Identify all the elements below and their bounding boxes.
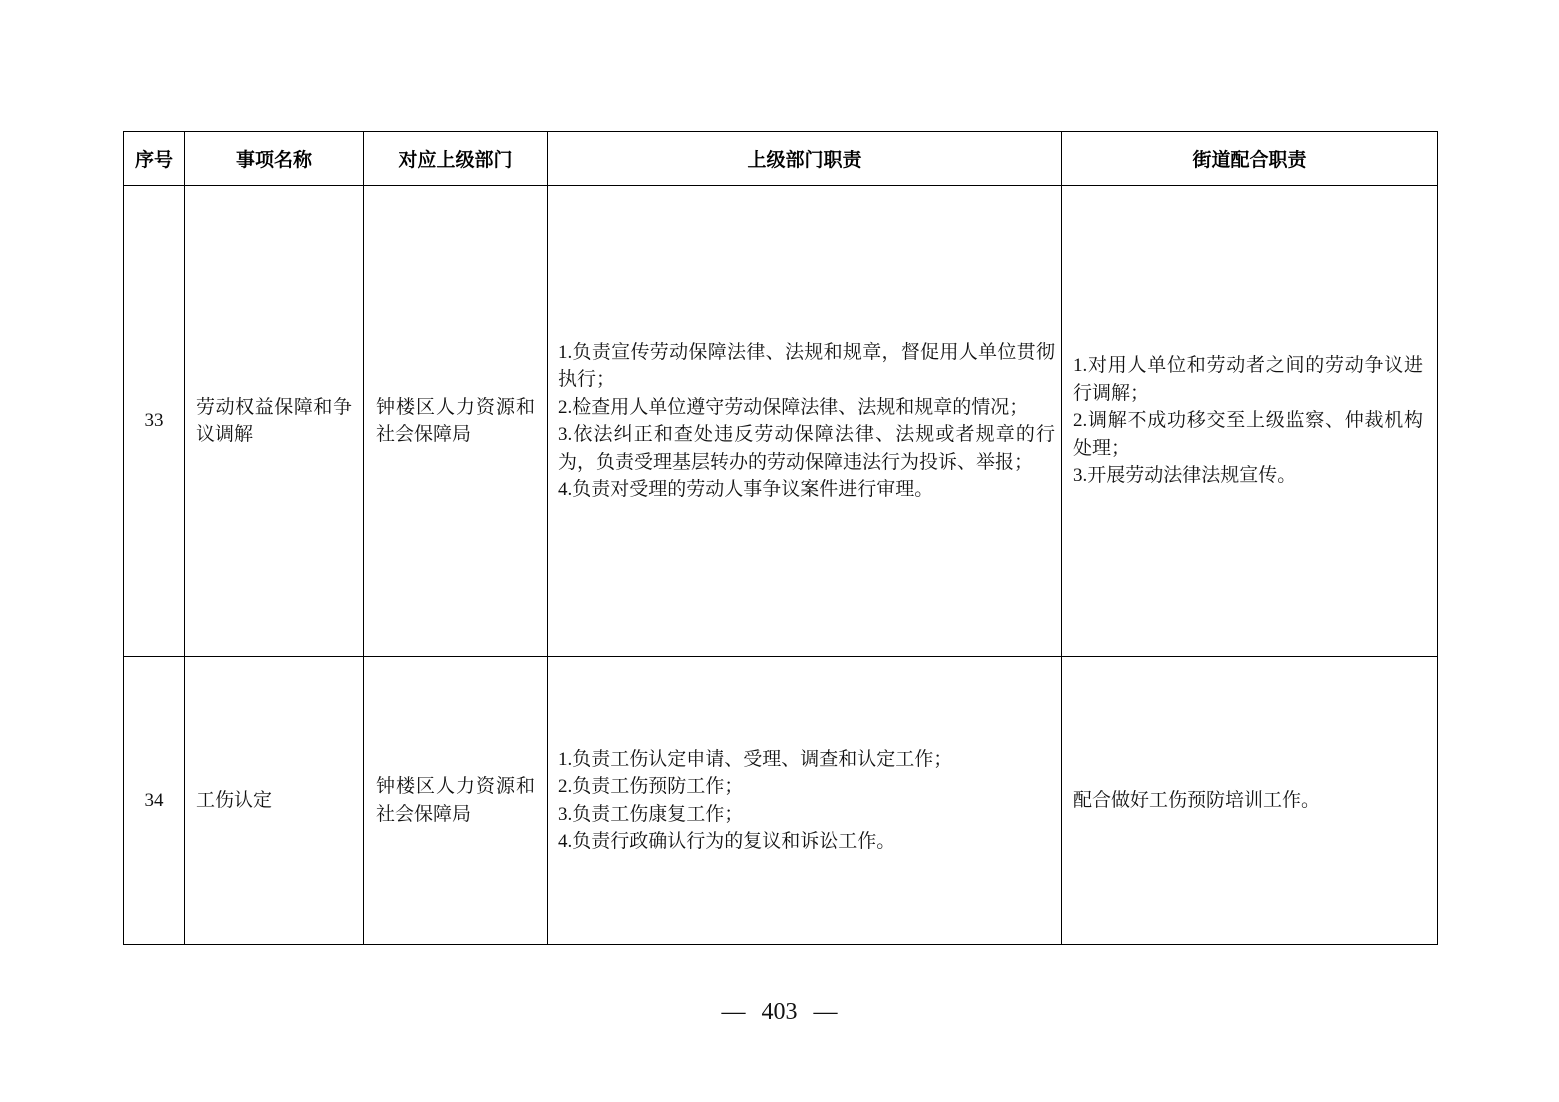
duty-item: 1.负责工伤认定申请、受理、调查和认定工作； (558, 748, 953, 770)
table-header-row (124, 132, 1438, 186)
item-name: 工伤认定 (185, 657, 364, 945)
item-name: 劳动权益保障和争议调解 (185, 186, 364, 657)
duty-item: 1.负责宣传劳动保障法律、法规和规章，督促用人单位贯彻执行； (558, 341, 1055, 390)
duty-item: 3.负责工伤康复工作； (558, 803, 744, 825)
header-superior-duties: 上级部门职责 (548, 132, 1062, 186)
street-duty-item: 3.开展劳动法律法规宣传。 (1073, 465, 1297, 487)
superior-department: 钟楼区人力资源和社会保障局 (364, 186, 548, 657)
table-row (124, 657, 1438, 945)
superior-duties-cell (548, 657, 1062, 945)
duty-item: 3.依法纠正和查处违反劳动保障法律、法规或者规章的行为，负责受理基层转办的劳动保障违法行为投诉、举报； (558, 424, 1055, 473)
duty-item: 2.负责工伤预防工作； (558, 776, 744, 797)
street-duty-item: 1.对用人单位和劳动者之间的劳动争议进行调解； (1073, 355, 1423, 404)
page-number: — 403 — (721, 999, 838, 1025)
street-duties-cell (1062, 186, 1438, 657)
duty-table (123, 131, 1438, 945)
row-index: 33 (124, 186, 185, 657)
street-duty-item: 配合做好工伤预防培训工作。 (1073, 789, 1321, 811)
header-superior-department: 对应上级部门 (364, 132, 548, 186)
row-index: 34 (124, 657, 185, 945)
duty-item: 2.检查用人单位遵守劳动保障法律、法规和规章的情况； (558, 396, 1029, 418)
table-row (124, 186, 1438, 657)
header-index: 序号 (124, 132, 185, 186)
superior-department: 钟楼区人力资源和社会保障局 (364, 657, 548, 945)
street-duties-cell (1062, 657, 1438, 945)
header-street-duties: 街道配合职责 (1062, 132, 1438, 186)
header-item-name: 事项名称 (185, 132, 364, 186)
street-duty-item: 2.调解不成功移交至上级监察、仲裁机构处理； (1073, 410, 1423, 459)
superior-duties-cell (548, 186, 1062, 657)
duty-item: 4.负责行政确认行为的复议和诉讼工作。 (558, 831, 896, 852)
duty-item: 4.负责对受理的劳动人事争议案件进行审理。 (558, 479, 934, 500)
